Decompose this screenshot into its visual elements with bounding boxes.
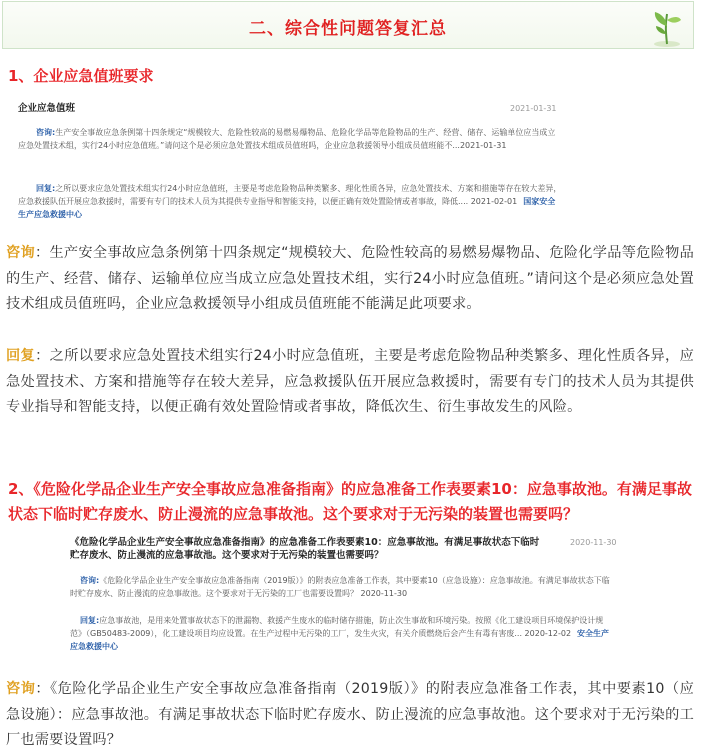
section1-heading: 1、企业应急值班要求 [8, 67, 154, 85]
section2-qa-card [60, 530, 620, 668]
card-question-label: 咨询: [36, 128, 56, 137]
card-title: 《危险化学品企业生产安全事故应急准备指南》的应急准备工作表要素10：应急事故池。有满足事故状态下临时贮存废水、防止漫流的应急事故池。这个要求对于无污染的装置也需要吗？ [70, 537, 540, 561]
plant-icon [643, 4, 683, 48]
answer-label: 回复 [6, 348, 36, 364]
question-label: 咨询 [6, 245, 35, 261]
card-answer [18, 182, 562, 221]
card-question [70, 574, 610, 600]
card-answer-label: 回复: [36, 184, 56, 193]
card-date: 2021-01-31 [510, 104, 557, 113]
section2-question [6, 677, 694, 754]
question-text: ：《危险化学品企业生产安全事故应急准备指南（2019版）》的附表应急准备工作表，其中要素10（应急设施）：应急事故池。有满足事故状态下临时贮存废水、防止漫流的应急事故池。这个要求对于无污染的工厂也需要设置吗？ [6, 681, 694, 748]
card-answer-text: 之所以要求应急处置技术组实行24小时应急值班，主要是考虑危险物品种类繁多、理化性质各异，应急处置技术、方案和措施等存在较大差异，应急救援队伍开展应急救援时，需要有专门的技术人员为其提供专业指导和智能支持，以便正确有效处置险情或者事故，降低.... 2021-02-01 [18, 184, 562, 206]
card-question [18, 126, 562, 152]
card-answer-dept: 安全生产应急救援中心 [70, 629, 610, 651]
card-answer-text: 应急事故池，是用来处置事故状态下的泄漏物、救援产生废水的临时储存措施，防止次生事故和环境污染。按照《化工建设项目环境保护设计规范》（GB50483-2009），化工建设项目均应设置。在生产过程中无污染的工厂，发生火灾，有关介质燃烧后会产生有毒有害废... 2020-12-02 [70, 616, 604, 638]
card-question-text: 《危险化学品企业生产安全事故应急准备指南（2019版）》的附表应急准备工作表，其中要素10（应急设施）：应急事故池。有满足事故状态下临时贮存废水、防止漫流的应急事故池。这个要求对于无污染的工厂也需要设置吗？ 2020-11-30 [70, 576, 610, 598]
card-answer [70, 614, 610, 653]
section1-question [6, 241, 694, 318]
section2-heading: 2、《危险化学品企业生产安全事故应急准备指南》的应急准备工作表要素10：应急事故池。有满足事故状态下临时贮存废水、防止漫流的应急事故池。这个要求对于无污染的装置也需要吗？ [8, 480, 692, 523]
section-banner [2, 1, 694, 49]
card-answer-label: 回复: [80, 616, 100, 625]
question-label: 咨询 [6, 681, 36, 697]
card-question-label: 咨询: [80, 576, 100, 585]
question-text: ：生产安全事故应急条例第十四条规定“规模较大、危险性较高的易燃易爆物品、危险化学品等危险物品的生产、经营、储存、运输单位应当成立应急处置技术组，实行24小时应急值班。”请问这个是必须应急处置技术组成员值班吗，企业应急救援领导小组成员值班能不能满足此项要求。 [6, 245, 694, 312]
banner-title: 二、综合性问题答复汇总 [249, 19, 447, 39]
section1-qa-card [6, 92, 580, 228]
answer-text: ：之所以要求应急处置技术组实行24小时应急值班，主要是考虑危险物品种类繁多、理化性质各异，应急处置技术、方案和措施等存在较大差异，应急救援队伍开展应急救援时，需要有专门的技术人员为其提供专业指导和智能支持，以便正确有效处置险情或者事故，降低次生、衍生事故发生的风险。 [6, 348, 694, 415]
section1-answer [6, 344, 694, 421]
card-title: 企业应急值班 [18, 103, 76, 114]
card-question-text: 生产安全事故应急条例第十四条规定“规模较大、危险性较高的易燃易爆物品、危险化学品等危险物品的生产、经营、储存、运输单位应当成立应急处置技术组，实行24小时应急值班。”请问这个是必须应急处置技术组成员值班吗，企业应急救援领导小组成员值班能不...2021-01-31 [18, 128, 556, 150]
card-answer-dept: 国家安全生产应急救援中心 [18, 197, 556, 219]
card-date: 2020-11-30 [570, 538, 617, 547]
